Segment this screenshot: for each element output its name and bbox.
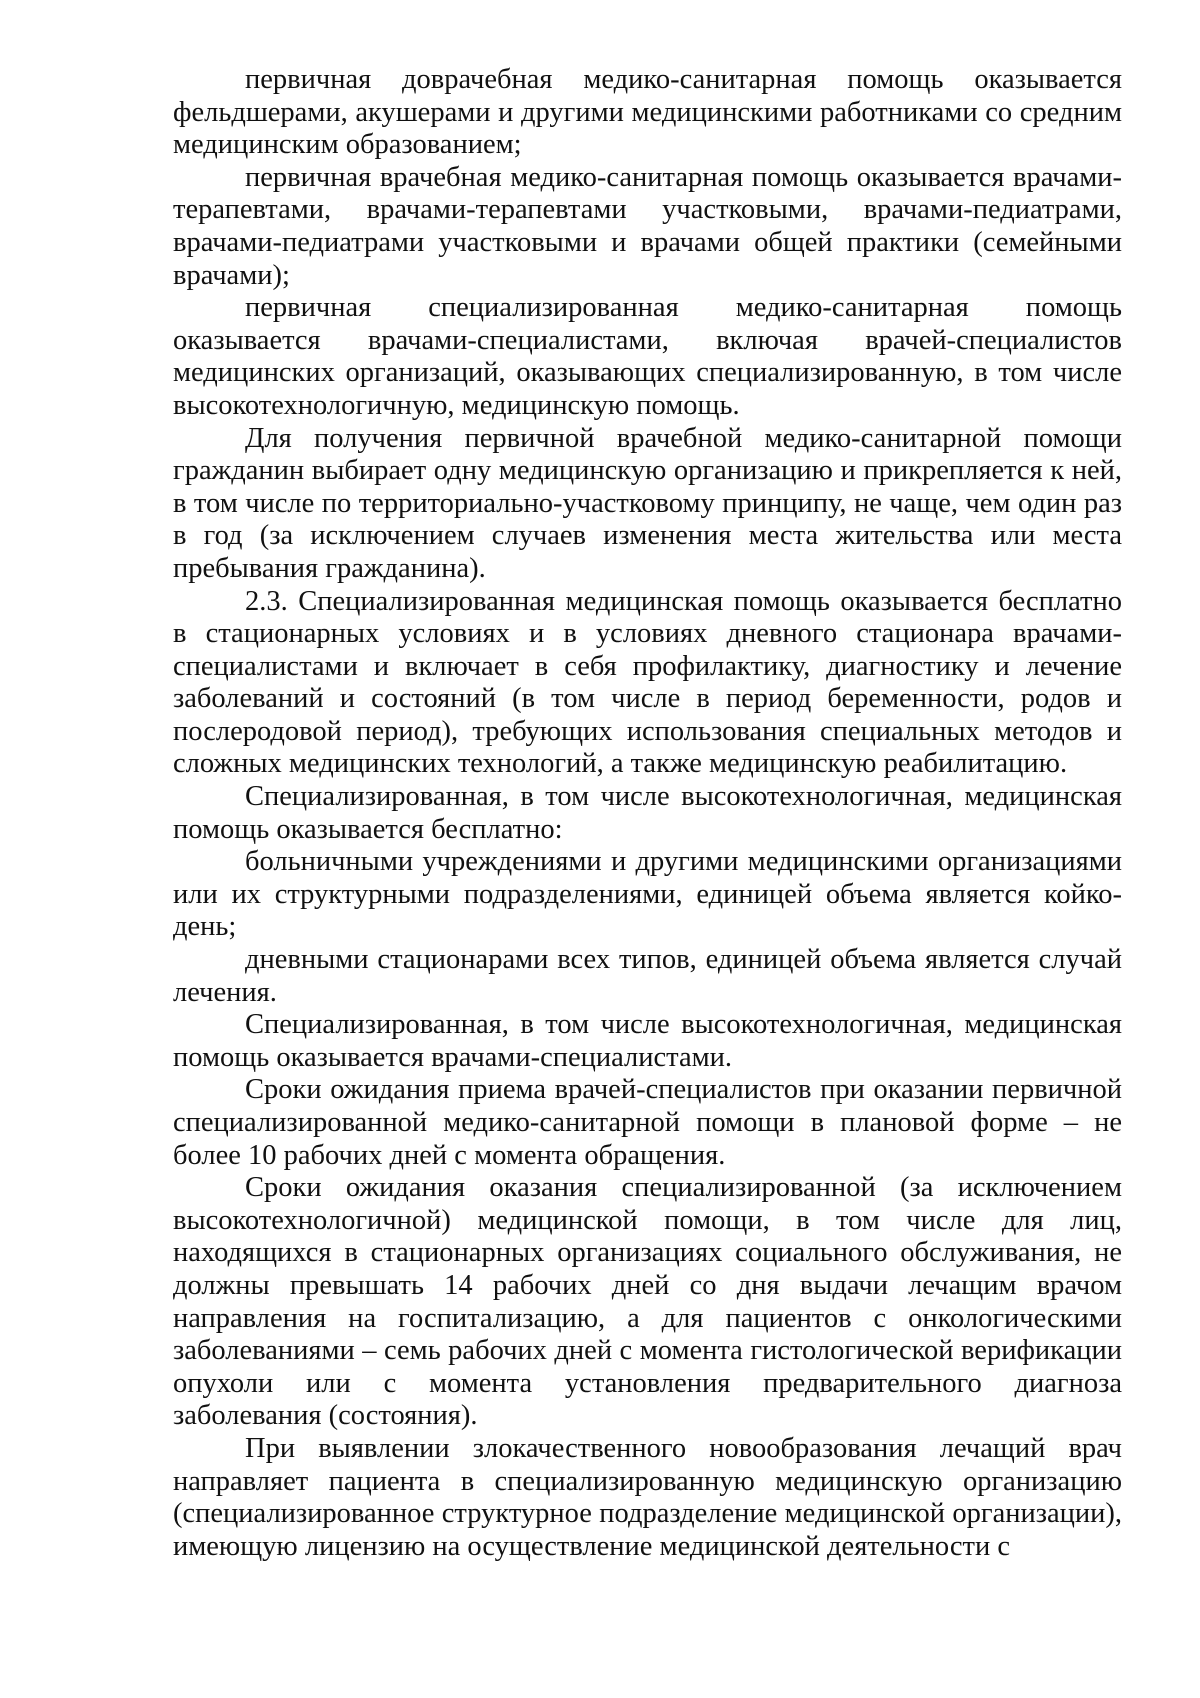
paragraph-free-specialized-care: Специализированная, в том числе высокотехнологичная, медицинская помощь оказывается бесплатно: [173, 781, 1122, 845]
paragraph-specialists-provide: Специализированная, в том числе высокотехнологичная, медицинская помощь оказывается врачами-специалистами. [173, 1009, 1122, 1073]
document-body [173, 64, 1122, 1563]
paragraph-organization-choice: Для получения первичной врачебной медико-санитарной помощи гражданин выбирает одну медицинскую организацию и прикрепляется к ней, в том числе по территориально-участковому принципу, не чаще, чем один раз в год (за исключением случаев изменения места жительства или места пребывания гражданина). [173, 422, 1122, 584]
paragraph-malignancy-referral: При выявлении злокачественного новообразования лечащий врач направляет пациента в специализированную медицинскую организацию (специализированное структурное подразделение медицинской организации), имеющую лицензию на осуществление медицинской деятельности с [173, 1432, 1122, 1562]
paragraph-specialized-primary-care: первичная специализированная медико-санитарная помощь оказывается врачами-специалистами, включая врачей-специалистов медицинских организаций, оказывающих специализированную, в том числе высокотехнологичную, медицинскую помощь. [173, 292, 1122, 421]
paragraph-specialist-wait-time: Сроки ожидания приема врачей-специалистов при оказании первичной специализированной медико-санитарной помощи в плановой форме – не более 10 рабочих дней с момента обращения. [173, 1074, 1122, 1171]
paragraph-section-2-3: 2.3. Специализированная медицинская помощь оказывается бесплатно в стационарных условиях и в условиях дневного стационара врачами-специалистами и включает в себя профилактику, диагностику и лечение заболеваний и состояний (в том числе в период беременности, родов и послеродовой период), требующих использования специальных методов и сложных медицинских технологий, а также медицинскую реабилитацию. [173, 585, 1122, 780]
paragraph-feldsher-care: первичная доврачебная медико-санитарная помощь оказывается фельдшерами, акушерами и другими медицинскими работниками со средним медицинским образованием; [173, 64, 1122, 161]
paragraph-hospital-institutions: больничными учреждениями и другими медицинскими организациями или их структурными подразделениями, единицей объема является койко-день; [173, 846, 1122, 943]
paragraph-specialized-wait-time: Сроки ожидания оказания специализированной (за исключением высокотехнологичной) медицинской помощи, в том числе для лиц, находящихся в стационарных организациях социального обслуживания, не должны превышать 14 рабочих дней со дня выдачи лечащим врачом направления на госпитализацию, а для пациентов с онкологическими заболеваниями – семь рабочих дней с момента гистологической верификации опухоли или с момента установления предварительного диагноза заболевания (состояния). [173, 1172, 1122, 1432]
paragraph-physician-care: первичная врачебная медико-санитарная помощь оказывается врачами-терапевтами, врачами-терапевтами участковыми, врачами-педиатрами, врачами-педиатрами участковыми и врачами общей практики (семейными врачами); [173, 161, 1122, 291]
paragraph-day-hospitals: дневными стационарами всех типов, единицей объема является случай лечения. [173, 944, 1122, 1008]
